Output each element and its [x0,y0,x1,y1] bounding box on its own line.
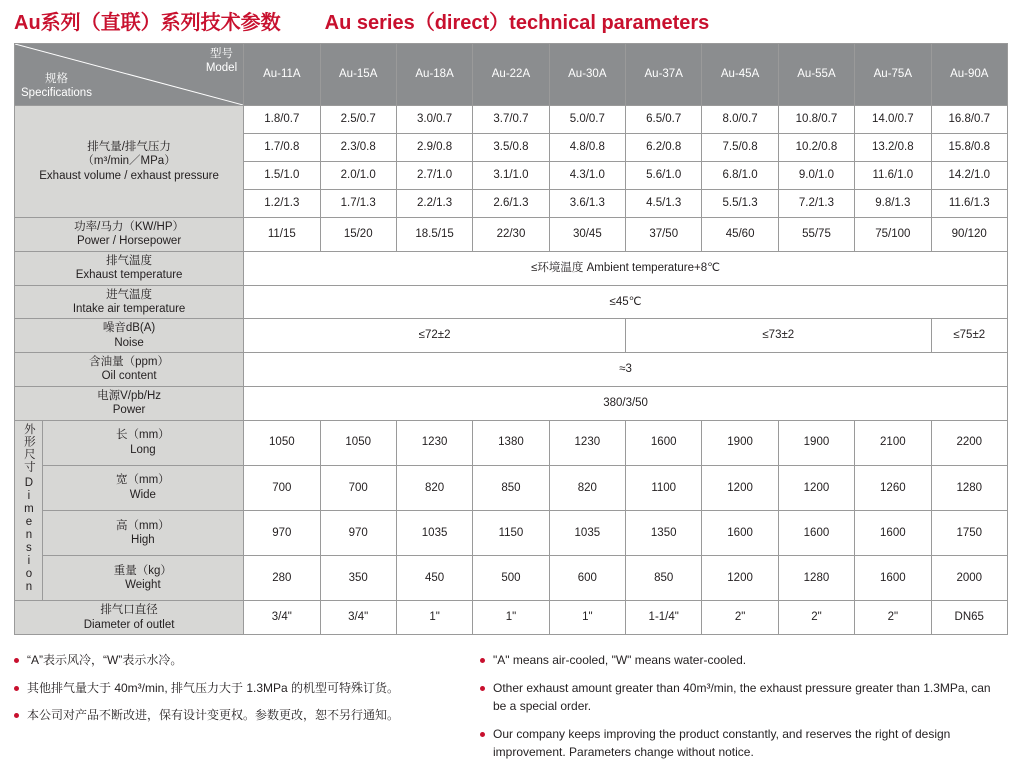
table-cell: 600 [549,556,625,601]
table-cell: 90/120 [931,218,1007,252]
table-cell: 380/3/50 [244,386,1008,420]
table-cell: 2.5/0.7 [320,106,396,134]
row-label-exhaust: 排气量/排气压力 （m³/min／MPa） Exhaust volume / exhaust pressure [15,106,244,218]
table-cell: 1280 [778,556,854,601]
table-cell: 1200 [702,465,778,510]
table-cell: 700 [244,465,320,510]
table-cell: 280 [244,556,320,601]
row-label-intake-temperature: 进气温度 Intake air temperature [15,285,244,319]
table-cell: 11.6/1.3 [931,190,1007,218]
list-item: Our company keeps improving the product constantly, and reserves the right of design improvement. Parameters change without notice. [480,725,1000,762]
table-cell: 2" [778,601,854,635]
table-cell: 1600 [855,556,931,601]
table-cell: 8.0/0.7 [702,106,778,134]
model-header: Au-15A [320,44,396,106]
table-cell: 30/45 [549,218,625,252]
table-row [15,251,1008,285]
table-cell: 500 [473,556,549,601]
footnotes-cn [14,651,454,771]
table-cell: 1230 [549,420,625,465]
table-cell: 3.1/1.0 [473,162,549,190]
corner-spec-label: 规格 Specifications [21,73,92,100]
table-cell: 1" [473,601,549,635]
row-label-outlet-diameter: 排气口直径 Diameter of outlet [15,601,244,635]
table-cell: ≤73±2 [626,319,932,353]
table-cell: 14.0/0.7 [855,106,931,134]
table-cell: 1.7/0.8 [244,134,320,162]
footnotes [14,651,1010,771]
table-cell: 18.5/15 [396,218,472,252]
specifications-table [14,43,1008,635]
table-cell: ≤45℃ [244,285,1008,319]
table-row [15,465,1008,510]
table-cell: 10.2/0.8 [778,134,854,162]
model-header: Au-30A [549,44,625,106]
table-cell: 1050 [320,420,396,465]
page-title-cn: Au系列（直联）系列技术参数 [14,12,281,34]
model-header: Au-18A [396,44,472,106]
model-header: Au-45A [702,44,778,106]
table-cell: 11.6/1.0 [855,162,931,190]
table-cell: 15.8/0.8 [931,134,1007,162]
table-row [15,353,1008,387]
model-header: Au-75A [855,44,931,106]
model-header: Au-90A [931,44,1007,106]
list-item: Other exhaust amount greater than 40m³/min, the exhaust pressure greater than 1.3MPa, can be a special order. [480,679,1000,716]
table-cell: 1280 [931,465,1007,510]
table-cell: 1035 [549,510,625,555]
sub-label-long: 长（mm） Long [42,420,244,465]
table-row [15,386,1008,420]
row-label-power-horsepower: 功率/马力（KW/HP） Power / Horsepower [15,218,244,252]
table-cell: 4.3/1.0 [549,162,625,190]
table-cell: 3/4" [320,601,396,635]
table-cell: 37/50 [626,218,702,252]
model-header: Au-11A [244,44,320,106]
table-cell: 1150 [473,510,549,555]
sub-label-high: 高（mm） High [42,510,244,555]
table-cell: 9.8/1.3 [855,190,931,218]
table-cell: 850 [473,465,549,510]
table-cell: 1.5/1.0 [244,162,320,190]
table-cell: 1-1/4" [626,601,702,635]
list-item: "A" means air-cooled, "W" means water-cooled. [480,651,1000,670]
table-cell: 3.7/0.7 [473,106,549,134]
table-cell: 1900 [702,420,778,465]
row-label-exhaust-temperature: 排气温度 Exhaust temperature [15,251,244,285]
model-header: Au-37A [626,44,702,106]
table-cell: 1750 [931,510,1007,555]
table-cell: 2" [702,601,778,635]
table-row [15,218,1008,252]
table-row [15,319,1008,353]
table-row [15,106,1008,134]
table-cell: 2.6/1.3 [473,190,549,218]
table-cell: 11/15 [244,218,320,252]
table-cell: 7.5/0.8 [702,134,778,162]
table-cell: 2.7/1.0 [396,162,472,190]
table-cell: 2" [855,601,931,635]
table-cell: 350 [320,556,396,601]
table-cell: 820 [549,465,625,510]
table-cell: 45/60 [702,218,778,252]
table-cell: 820 [396,465,472,510]
list-item: “A”表示风冷，“W”表示水冷。 [14,651,454,670]
table-cell: 2200 [931,420,1007,465]
table-header-row [15,44,1008,106]
sub-label-wide: 宽（mm） Wide [42,465,244,510]
table-cell: 13.2/0.8 [855,134,931,162]
table-cell: 1.8/0.7 [244,106,320,134]
table-cell: 1600 [626,420,702,465]
table-cell: 1600 [855,510,931,555]
table-cell: 5.0/0.7 [549,106,625,134]
table-cell: 16.8/0.7 [931,106,1007,134]
table-cell: 6.2/0.8 [626,134,702,162]
table-cell: 7.2/1.3 [778,190,854,218]
table-cell: 1900 [778,420,854,465]
list-item: 其他排气量大于 40m³/min, 排气压力大于 1.3MPa 的机型可特殊订货。 [14,679,454,698]
table-cell: 5.6/1.0 [626,162,702,190]
table-row [15,601,1008,635]
corner-model-label: 型号 Model [205,48,238,74]
table-cell: 2.2/1.3 [396,190,472,218]
table-corner-cell [15,44,244,106]
table-cell: 1100 [626,465,702,510]
table-cell: 1200 [702,556,778,601]
table-cell: 700 [320,465,396,510]
table-cell: DN65 [931,601,1007,635]
table-cell: 6.8/1.0 [702,162,778,190]
table-cell: ≈3 [244,353,1008,387]
table-cell: 1035 [396,510,472,555]
page-title [0,0,1024,43]
table-row [15,556,1008,601]
table-cell: 1260 [855,465,931,510]
table-cell: 850 [626,556,702,601]
table-cell: ≤环境温度 Ambient temperature+8℃ [244,251,1008,285]
table-cell: 3.6/1.3 [549,190,625,218]
table-row [15,420,1008,465]
table-cell: 1200 [778,465,854,510]
table-cell: 3/4" [244,601,320,635]
table-cell: 15/20 [320,218,396,252]
row-label-power-supply: 电源V/pb/Hz Power [15,386,244,420]
table-cell: 3.5/0.8 [473,134,549,162]
table-cell: 1.7/1.3 [320,190,396,218]
table-cell: 2.0/1.0 [320,162,396,190]
table-cell: 14.2/1.0 [931,162,1007,190]
table-cell: 55/75 [778,218,854,252]
table-cell: 970 [320,510,396,555]
table-cell: 1" [396,601,472,635]
table-cell: 1600 [778,510,854,555]
table-cell: ≤72±2 [244,319,626,353]
table-cell: 2000 [931,556,1007,601]
sub-label-weight: 重量（kg） Weight [42,556,244,601]
row-label-noise: 噪音dB(A) Noise [15,319,244,353]
table-cell: 2.9/0.8 [396,134,472,162]
table-cell: 10.8/0.7 [778,106,854,134]
table-cell: 6.5/0.7 [626,106,702,134]
table-cell: 1" [549,601,625,635]
table-cell: 1230 [396,420,472,465]
table-cell: 1.2/1.3 [244,190,320,218]
row-label-oil-content: 含油量（ppm） Oil content [15,353,244,387]
model-header: Au-22A [473,44,549,106]
table-cell: 9.0/1.0 [778,162,854,190]
table-cell: 2.3/0.8 [320,134,396,162]
table-cell: 1050 [244,420,320,465]
list-item: 本公司对产品不断改进，保有设计变更权。参数更改，恕不另行通知。 [14,706,454,725]
table-cell: 22/30 [473,218,549,252]
table-cell: 5.5/1.3 [702,190,778,218]
footnotes-en [480,651,1000,771]
table-cell: 970 [244,510,320,555]
table-cell: 3.0/0.7 [396,106,472,134]
table-cell: 4.5/1.3 [626,190,702,218]
model-header: Au-55A [778,44,854,106]
table-cell: 450 [396,556,472,601]
table-cell: 1600 [702,510,778,555]
table-cell: 1380 [473,420,549,465]
row-label-dimension: 外形尺寸 Dimension [15,420,43,601]
table-cell: ≤75±2 [931,319,1007,353]
table-row [15,285,1008,319]
table-cell: 1350 [626,510,702,555]
table-cell: 75/100 [855,218,931,252]
table-cell: 4.8/0.8 [549,134,625,162]
page-title-en: Au series（direct）technical parameters [324,12,710,34]
table-cell: 2100 [855,420,931,465]
table-row [15,510,1008,555]
